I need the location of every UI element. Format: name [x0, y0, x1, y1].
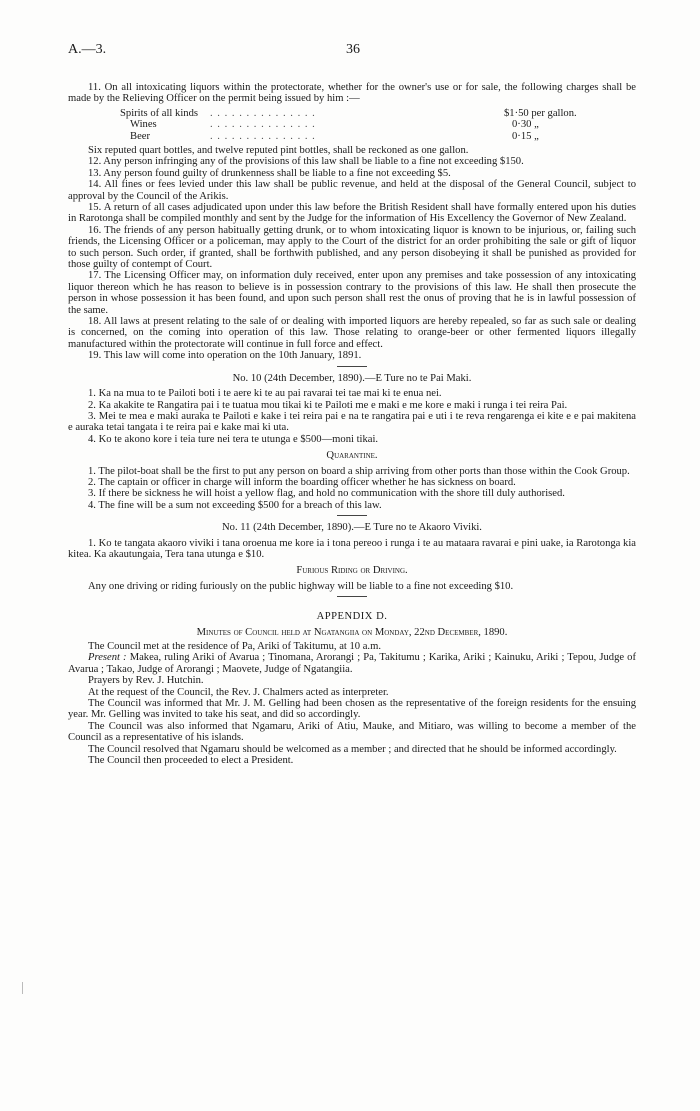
- quarantine-heading: Quarantine.: [326, 450, 378, 462]
- minutes-line: The Council was informed that Mr. J. M. Gelling had been chosen as the representative of the foreign residents for the ensuing year. Mr. Gelling was invited to take his seat, and did so accordingly.: [68, 698, 636, 721]
- page-body: [68, 82, 636, 766]
- paragraph-12: 12. Any person infringing any of the provisions of this law shall be liable to a fine not exceeding $150.: [88, 156, 524, 168]
- law-10-item: 4. Ko te akono kore i teia ture nei tera te utunga e $500—moni tikai.: [88, 433, 379, 445]
- charges-row: [120, 107, 577, 119]
- law-10-item: 1. Ka na mua to te Pailoti boti i te aere ki te au pai ravarai tei tae mai ki te enua nei.: [88, 388, 442, 400]
- appendix-subtitle: Minutes of Council held at Ngatangiia on Monday, 22nd December, 1890.: [196, 626, 508, 638]
- furious-riding-text: Any one driving or riding furiously on the public highway will be liable to a fine not exceeding $10.: [88, 580, 514, 592]
- charge-label: Wines: [130, 119, 157, 131]
- quarantine-item: 2. The captain or officer in charge will inform the boarding officer whether he has sickness on board.: [88, 476, 516, 488]
- minutes-line: Prayers by Rev. J. Hutchin.: [88, 675, 204, 687]
- furious-riding-heading: Furious Riding or Driving.: [296, 565, 408, 577]
- minutes-line: The Council was also informed that Ngamaru, Ariki of Atiu, Mauke, and Mitiaro, was willing to become a member of the Council as a representative of his islands.: [68, 720, 636, 744]
- section-divider: [337, 366, 367, 367]
- minutes-line: The Council resolved that Ngamaru should be welcomed as a member ; and directed that he should be informed accordingly.: [88, 743, 617, 755]
- paragraph-19: 19. This law will come into operation on the 10th January, 1891.: [88, 350, 362, 362]
- paragraph-13: 13. Any person found guilty of drunkenness shall be liable to a fine not exceeding $5.: [88, 167, 451, 179]
- charge-value: $1·50 per gallon.: [504, 107, 577, 119]
- charge-value: 0·30 „: [512, 119, 539, 131]
- quarantine-item: 1. The pilot-boat shall be the first to put any person on board a ship arriving from other ports than those within the Cook Group.: [88, 465, 630, 477]
- leader-dots: . . . . . . . . . . . . . . .: [210, 119, 316, 131]
- quarantine-item: 4. The fine will be a sum not exceeding $500 for a breach of this law.: [88, 499, 382, 511]
- paragraph-11: 11. On all intoxicating liquors within the protectorate, whether for the owner's use or for sale, the following charges shall be made by the Relieving Officer on the permit being issued by him :—: [68, 82, 636, 105]
- charges-row: [120, 119, 560, 130]
- section-divider: [337, 515, 367, 516]
- paragraph-16: 16. The friends of any person habitually getting drunk, or to whom intoxicating liquor is known to be injurious, or, failing such friends, the Licensing Officer or a policeman, may apply to the Court of the district for an order prohibiting the sale or gift of liquor to such person. Such order, if granted, shall be forthwith published, and any person disobeying it shall be punished as provided for those guilty of contempt of Court.: [68, 224, 636, 271]
- page-number: 36: [346, 42, 360, 57]
- paragraph-11-note: Six reputed quart bottles, and twelve reputed pint bottles, shall be reckoned as one gallon.: [88, 144, 469, 156]
- charges-table: [120, 107, 577, 142]
- law-11-item: 1. Ko te tangata akaoro viviki i tana oroenua me kore ia i tona pereoo i runga i te au mataara ravarai e pini uake, ia Rarotonga kia kitea. Ka akautungaia, Tera tana utunga e $10.: [68, 537, 636, 560]
- document-reference: A.—3.: [68, 42, 107, 57]
- charge-label: Spirits of all kinds: [120, 107, 198, 119]
- minutes-line: The Council met at the residence of Pa, Ariki of Takitumu, at 10 a.m.: [88, 641, 381, 653]
- margin-mark: [22, 982, 23, 994]
- page-header: [68, 44, 638, 62]
- law-10-heading: No. 10 (24th December, 1890).—E Ture no te Pai Maki.: [232, 372, 472, 384]
- charges-row: [120, 131, 560, 142]
- present-label: Present :: [88, 652, 127, 664]
- law-10-item: 3. Mei te mea e maki auraka te Pailoti e kake i tei reira pai e na te rangatira pai e uti i te reva rengarenga ei kite e e pai makitena e auraka tetai tangata i te reira pai e kake mai ki uta.: [68, 410, 636, 434]
- charge-value: 0·15 „: [512, 130, 539, 142]
- law-10-item: 2. Ka akakite te Rangatira pai i te tuatua mou tikai ki te Pailoti me e maki e me kore e maki i runga i tei reira Pai.: [88, 399, 568, 411]
- minutes-present: [68, 652, 636, 675]
- paragraph-15: 15. A return of all cases adjudicated upon under this law before the British Resident shall have formally entered upon his duties in Rarotonga shall be compiled monthly and sent by the Judge for the information of His Excellency the Governor of New Zealand.: [68, 202, 636, 225]
- section-divider: [337, 596, 367, 597]
- paragraph-17: 17. The Licensing Officer may, on information duly received, enter upon any premises and take possession of any intoxicating liquor thereon which he has reason to believe is in possession contrary to the provisions of this law. He shall then prosecute the person in whose possession it has been found, and upon such person shall rest the onus of proving that he is in lawful possession of the same.: [68, 270, 636, 316]
- charge-label: Beer: [130, 130, 150, 142]
- paragraph-14: 14. All fines or fees levied under this law shall be public revenue, and held at the disposal of the General Council, subject to approval by the Council of the Arikis.: [68, 179, 636, 202]
- appendix-title: APPENDIX D.: [316, 611, 388, 623]
- present-list: Makea, ruling Ariki of Avarua ; Tinomana, Arorangi ; Pa, Takitumu ; Karika, Ariki ; Kainuku, Ariki ; Tepou, Judge of Avarua ; Takao, Judge of Arorangi ; Maovete, Judge of Ngatangiia.: [68, 652, 636, 675]
- leader-dots: . . . . . . . . . . . . . . .: [210, 130, 316, 142]
- paragraph-18: 18. All laws at present relating to the sale of or dealing with imported liquors are hereby repealed, so far as such sale or dealing is concerned, on the coming into operation of this law. Those relating to orange-beer or other fermented liquors illegally manufactured within the protectorate will continue in full force and effect.: [68, 316, 636, 350]
- minutes-line: The Council then proceeded to elect a President.: [88, 755, 294, 767]
- minutes-line: At the request of the Council, the Rev. J. Chalmers acted as interpreter.: [88, 686, 389, 698]
- leader-dots: . . . . . . . . . . . . . . .: [210, 107, 316, 119]
- quarantine-item: 3. If there be sickness he will hoist a yellow flag, and hold no communication with the shore till duly authorised.: [88, 488, 565, 500]
- law-11-heading: No. 11 (24th December, 1890).—E Ture no te Akaoro Viviki.: [222, 522, 482, 534]
